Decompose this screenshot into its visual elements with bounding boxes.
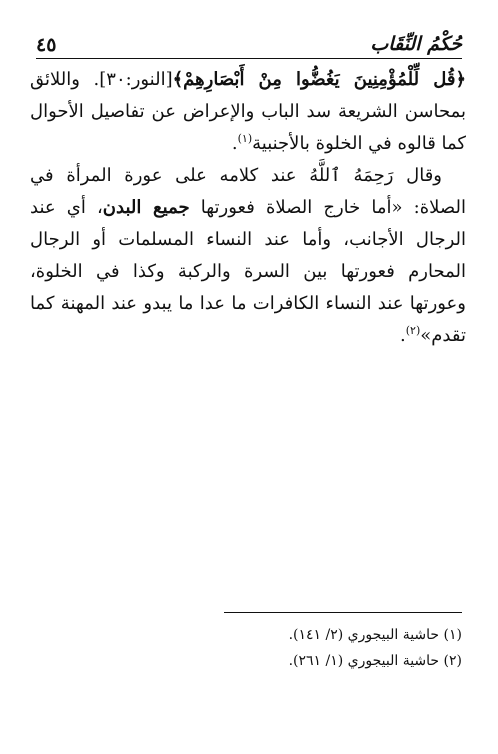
footnote-rule bbox=[224, 612, 462, 613]
verse-reference: [النور:٣٠] bbox=[99, 69, 173, 90]
page-header bbox=[36, 30, 462, 60]
header-rule bbox=[36, 58, 462, 59]
paragraph-1-text: . واللائق بمحاسن الشريعة سد الباب والإعراض عن تفاصيل الأحوال كما قالوه في الخلوة بالأجنبية bbox=[30, 69, 466, 154]
paragraph-2-text-b: ، أي عند الرجال الأجانب، وأما عند النساء المسلمات أو الرجال المحارم فعورتها بين السرة والركبة وكذا في الخلوة، وعورتها عند النساء الكافرات ما عدا ما يبدو عند المهنة كما تقدم» bbox=[30, 197, 466, 346]
footnote-1: (١) حاشية البيجوري (٢/ ١٤١). bbox=[288, 627, 462, 643]
paragraph-2-text-a: وقال رَحِمَهُ ٱللَّهُ عند كلامه على عورة المرأة في الصلاة: «أما خارج الصلاة فعورتها bbox=[30, 165, 466, 218]
main-text bbox=[30, 64, 466, 352]
footnotes bbox=[162, 622, 462, 674]
running-title: حُكْمُ النِّقَاب bbox=[370, 33, 462, 55]
emphasis-text: جميع البدن bbox=[102, 197, 190, 218]
footnote-ref-1: (١) bbox=[237, 132, 253, 145]
footnote-2: (٢) حاشية البيجوري (١/ ٢٦١). bbox=[288, 653, 462, 669]
footnote-ref-2: (٢) bbox=[405, 324, 421, 337]
paragraph-1-end: . bbox=[231, 133, 238, 154]
paragraph-1 bbox=[30, 64, 466, 160]
page-number: ٤٥ bbox=[36, 34, 57, 56]
paragraph-2-end: . bbox=[400, 325, 406, 346]
quran-verse: ﴿قُل لِّلْمُؤْمِنِينَ يَغُضُّوا مِنْ أَبْصَارِهِمْ﴾ bbox=[172, 69, 467, 90]
paragraph-2 bbox=[30, 160, 466, 352]
